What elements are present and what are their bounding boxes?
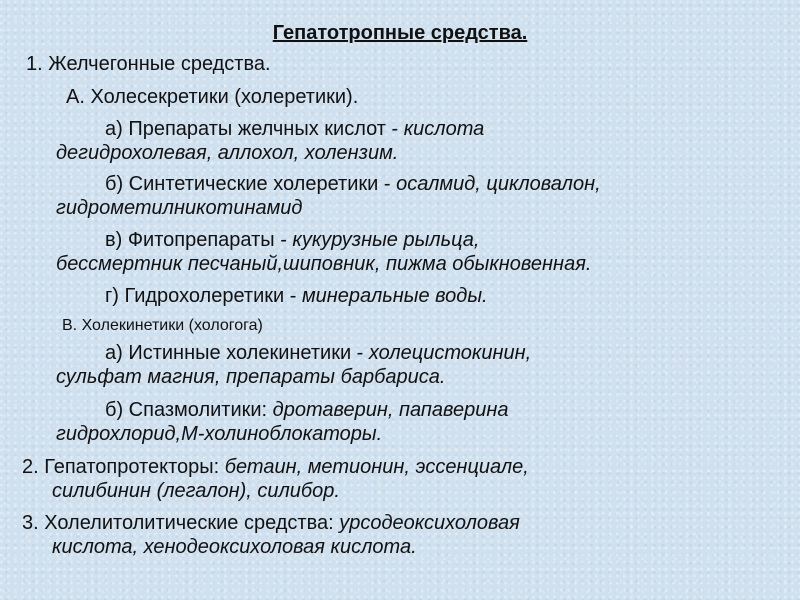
subsection-b-heading: В. Холекинетики (хологога) — [62, 317, 263, 334]
slide-title: Гепатотропные средства. — [272, 22, 528, 44]
item-ba-label: а) Истинные холекинетики - — [105, 342, 369, 364]
item-bb-line1 — [105, 398, 509, 422]
item-g-line — [105, 284, 488, 308]
item-bb-label: б) Спазмолитики: — [105, 399, 273, 421]
item-a-label: а) Препараты желчных кислот - — [105, 118, 404, 140]
item-b-label: б) Синтетические холеретики - — [105, 173, 397, 195]
item-v-line2: бессмертник песчаный,шиповник, пижма обыкновенная. — [56, 253, 592, 275]
item-a-line2: дегидрохолевая, аллохол, холензим. — [56, 142, 399, 164]
item-ba-line1 — [105, 341, 531, 365]
item-v-value: кукурузные рыльца, — [292, 229, 480, 251]
item-bb-line2: гидрохлорид,М-холиноблокаторы. — [56, 423, 383, 445]
section-2-value: бетаин, метионин, эссенциале, — [224, 456, 529, 478]
subsection-a-heading: А. Холесекретики (холеретики). — [66, 86, 359, 108]
section-2-label: 2. Гепатопротекторы: — [22, 456, 225, 478]
item-b-line2: гидрометилникотинамид — [56, 197, 303, 219]
item-b-value: осалмид, цикловалон, — [396, 173, 601, 195]
item-v-label: в) Фитопрепараты - — [105, 229, 293, 251]
section-2-line2: силибинин (легалон), силибор. — [52, 480, 340, 502]
section-3-value: урсодеоксихоловая — [339, 512, 520, 534]
section-3-line1 — [22, 511, 520, 535]
item-ba-line2: сульфат магния, препараты барбариса. — [56, 366, 446, 388]
section-3-label: 3. Холелитолитические средства: — [22, 512, 340, 534]
section-2-line1 — [22, 455, 529, 479]
item-g-value: минеральные воды. — [301, 285, 488, 307]
item-a-line1 — [105, 117, 484, 141]
item-bb-value: дротаверин, папаверина — [272, 399, 509, 421]
item-ba-value: холецистокинин, — [368, 342, 532, 364]
section-1-heading: 1. Желчегонные средства. — [26, 53, 271, 75]
item-g-label: г) Гидрохолеретики - — [105, 285, 302, 307]
item-b-line1 — [105, 172, 601, 196]
section-3-line2: кислота, хенодеоксихоловая кислота. — [52, 536, 417, 558]
item-a-value: кислота — [403, 118, 485, 140]
item-v-line1 — [105, 228, 479, 252]
